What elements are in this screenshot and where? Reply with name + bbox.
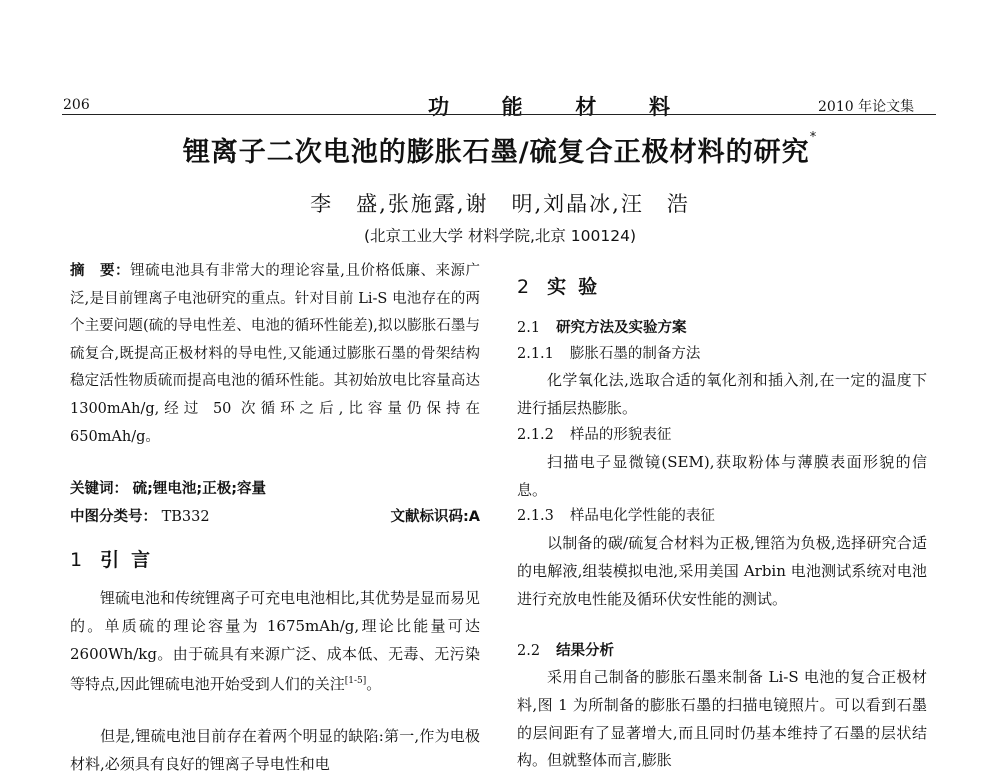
keywords-value: 硫;锂电池;正极;容量: [132, 481, 267, 497]
period: 。: [366, 675, 382, 694]
clc-label: 中图分类号：: [70, 509, 157, 525]
subsection-2-1-3: [517, 503, 927, 531]
authors: 李 盛,张施露,谢 明,刘晶冰,汪 浩: [310, 192, 690, 216]
journal-char: 能: [501, 95, 523, 119]
journal-name: [428, 91, 670, 121]
section-title: 实验: [547, 276, 610, 298]
journal-char: 功: [428, 95, 449, 119]
abstract: [70, 258, 480, 451]
abstract-label: 摘 要：: [70, 263, 131, 279]
subsection-2-2: [517, 638, 927, 666]
subsection-number: 2.1: [517, 320, 541, 336]
subsection-2-1-1: [517, 341, 927, 369]
subsection-title: 样品的形貌表征: [569, 427, 672, 443]
classification-line: [70, 505, 480, 526]
issue-label: 2010 年论文集: [818, 99, 915, 115]
section-heading-2: [517, 272, 927, 299]
paragraph-2-1-1: 化学氧化法,选取合适的氧化剂和插入剂,在一定的温度下进行插层热膨胀。: [517, 371, 927, 417]
page-number: 206: [63, 97, 90, 113]
subsection-2-1-2: [517, 422, 927, 450]
citation: [1-5]: [344, 676, 367, 687]
subsection-title: 膨胀石墨的制备方法: [569, 346, 701, 362]
intro-paragraph-1: [70, 585, 480, 699]
section-title: 引言: [100, 549, 163, 571]
intro-paragraph-2: 但是,锂硫电池目前存在着两个明显的缺陷:第一,作为电极材料,必须具有良好的锂离子导电性和电: [70, 727, 480, 773]
title-text: 锂离子二次电池的膨胀石墨/硫复合正极材料的研究: [182, 137, 810, 168]
title-footnote-mark: *: [809, 130, 818, 145]
section-heading-1: [70, 545, 480, 572]
subsection-title: 样品电化学性能的表征: [569, 508, 715, 524]
paper-title: [60, 130, 940, 169]
section-number: 2: [517, 276, 530, 298]
intro-text: 锂硫电池和传统锂离子可充电电池相比,其优势是显而易见的。单质硫的理论容量为 1675mAh/g,理论比能量可达 2600Wh/kg。由于硫具有来源广泛、成本低、无毒、无污染等特点,因此锂硫电池开始受到人们的关注: [70, 589, 480, 694]
subsection-number: 2.1.1: [517, 346, 554, 362]
doc-code: 文献标识码:A: [390, 509, 480, 525]
subsection-number: 2.1.2: [517, 427, 554, 443]
journal-char: 料: [648, 95, 670, 119]
subsection-title: 研究方法及实验方案: [556, 320, 687, 336]
paragraph-2-2: 采用自己制备的膨胀石墨来制备 Li-S 电池的复合正极材料,图 1 为所制备的膨胀石墨的扫描电镜照片。可以看到石墨的层间距有了显著增大,而且同时仍基本维持了石墨的层状结构。但就整体而言,膨胀: [517, 668, 927, 770]
subsection-number: 2.2: [517, 643, 541, 659]
keywords: [70, 477, 480, 498]
header-rule: [62, 114, 936, 115]
paragraph-2-1-2: 扫描电子显微镜(SEM),获取粉体与薄膜表面形貌的信息。: [517, 453, 927, 499]
subsection-2-1: [517, 315, 927, 343]
journal-char: 材: [575, 95, 597, 119]
subsection-number: 2.1.3: [517, 508, 554, 524]
affiliation: (北京工业大学 材料学院,北京 100124): [363, 227, 637, 245]
keywords-label: 关键词：: [70, 481, 128, 497]
section-number: 1: [70, 549, 83, 571]
clc-value: TB332: [161, 509, 210, 525]
paragraph-2-1-3: 以制备的碳/硫复合材料为正极,锂箔为负极,选择研究合适的电解液,组装模拟电池,采用美国 Arbin 电池测试系统对电池进行充放电性能及循环伏安性能的测试。: [517, 534, 927, 608]
abstract-text: 锂硫电池具有非常大的理论容量,且价格低廉、来源广泛,是目前锂离子电池研究的重点。针对目前 Li-S 电池存在的两个主要问题(硫的导电性差、电池的循环性能差),拟以膨胀石墨与硫复合,既提高正极材料的导电性,又能通过膨胀石墨的骨架结构稳定活性物质硫而提高电池的循环性能。其初始放电比容量高达 1300mAh/g,经过 50 次循环之后,比容量仍保持在 650mAh/g。: [70, 263, 481, 445]
subsection-title: 结果分析: [556, 643, 615, 659]
